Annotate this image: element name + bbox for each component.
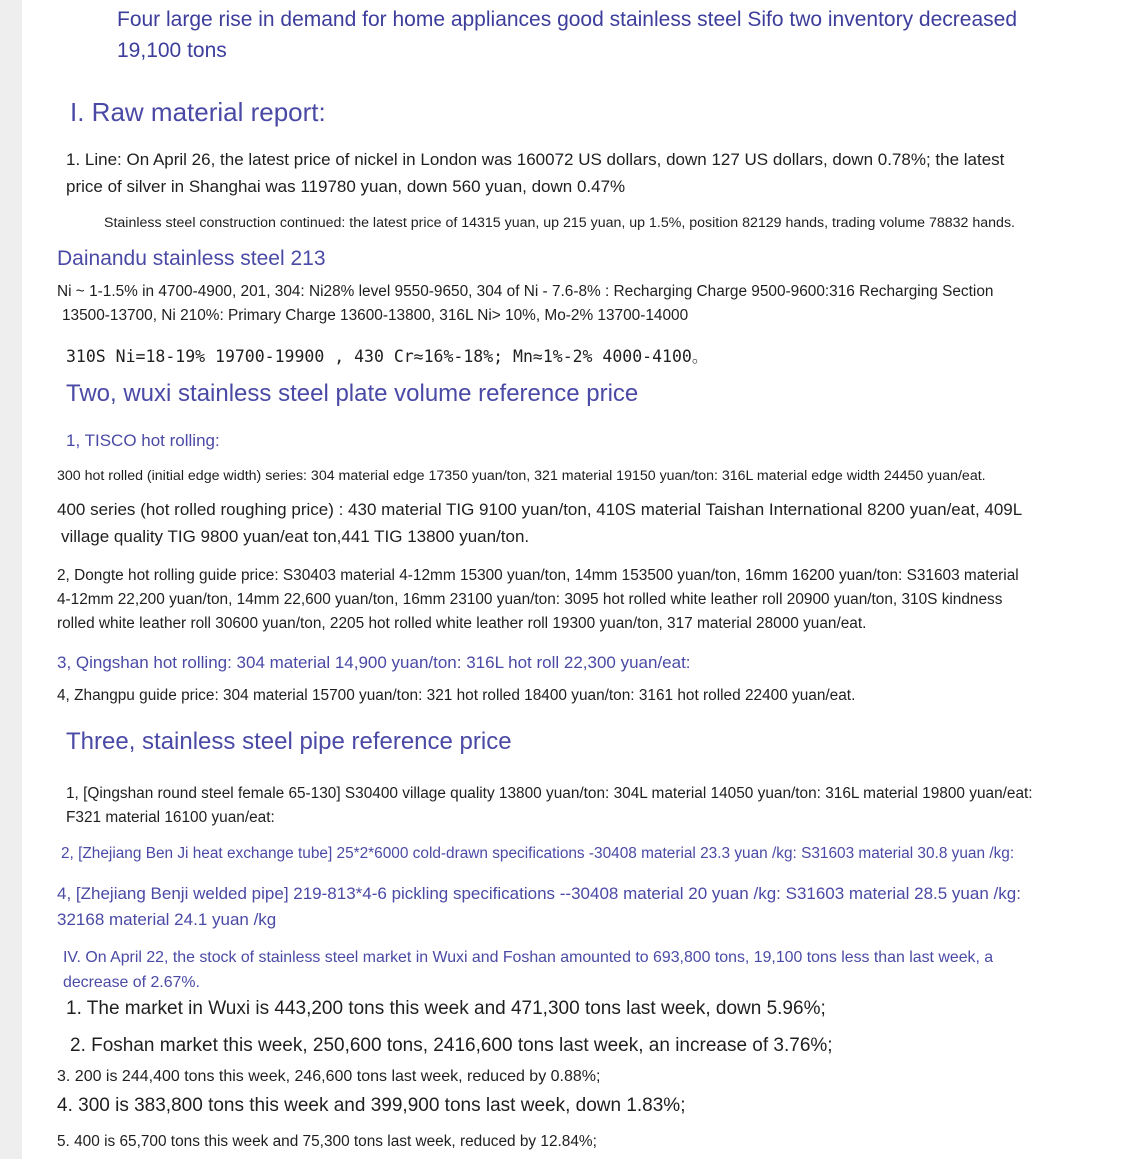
section-2-heading: Two, wuxi stainless steel plate volume reference price (66, 380, 639, 407)
section-1-item-1-line-1: 1. Line: On April 26, the latest price of nickel in London was 160072 US dollars, down 127 US dollars, down 0.78%; the latest (66, 150, 1005, 169)
stock-item-2: 2. Foshan market this week, 250,600 tons, 2416,600 tons last week, an increase of 3.76%; (70, 1035, 833, 1056)
pipe-item-4-line-1: 4, [Zhejiang Benji welded pipe] 219-813*4-6 pickling specifications --30408 material 20 yuan /kg: S31603 material 28.5 yuan /kg: (57, 884, 1021, 903)
section-3-heading: Three, stainless steel pipe reference price (66, 728, 512, 755)
left-gutter (0, 0, 22, 1159)
pipe-item-1-line-2: F321 material 16100 yuan/eat: (66, 809, 275, 826)
stock-item-5: 5. 400 is 65,700 tons this week and 75,300 tons last week, reduced by 12.84%; (57, 1133, 597, 1150)
section-1-item-1-line-2: price of silver in Shanghai was 119780 yuan, down 560 yuan, down 0.47% (66, 177, 626, 196)
hot-rolled-300-line: 300 hot rolled (initial edge width) series: 304 material edge 17350 yuan/ton, 321 material 19150 yuan/ton: 316L material edge width 24450 yuan/eat. (57, 468, 986, 484)
sub-heading-dainandu: Dainandu stainless steel 213 (57, 247, 326, 270)
dongte-line-3: rolled white leather roll 30600 yuan/ton, 2205 hot rolled white leather roll 19300 yuan/ton, 317 material 28000 yuan/eat. (57, 615, 867, 632)
stock-item-1: 1. The market in Wuxi is 443,200 tons this week and 471,300 tons last week, down 5.96%; (66, 998, 826, 1019)
pipe-item-4-line-2: 32168 material 24.1 yuan /kg (57, 910, 277, 929)
article-title-line-2: 19,100 tons (117, 39, 227, 62)
nickel-line-1: Ni ~ 1-1.5% in 4700-4900, 201, 304: Ni28% level 9550-9650, 304 of Ni - 7.6-8% : Recharging Charge 9500-9600:316 Recharging Section (57, 283, 994, 300)
qingshan-line: 3, Qingshan hot rolling: 304 material 14,900 yuan/ton: 316L hot roll 22,300 yuan/eat: (57, 653, 691, 672)
section-1-heading: I. Raw material report: (70, 97, 326, 127)
series-400-line-2: village quality TIG 9800 yuan/eat ton,441 TIG 13800 yuan/ton. (61, 527, 530, 546)
section-4-line-1: IV. On April 22, the stock of stainless steel market in Wuxi and Foshan amounted to 693,800 tons, 19,100 tons less than last week, a (63, 949, 994, 966)
pipe-item-1-line-1: 1, [Qingshan round steel female 65-130] S30400 village quality 13800 yuan/ton: 304L material 14050 yuan/ton: 316L material 19800 yuan/eat: (66, 785, 1033, 802)
zhangpu-line: 4, Zhangpu guide price: 304 material 15700 yuan/ton: 321 hot rolled 18400 yuan/ton: 3161 hot rolled 22400 yuan/eat. (57, 687, 856, 704)
stock-item-4: 4. 300 is 383,800 tons this week and 399,900 tons last week, down 1.83%; (57, 1095, 686, 1116)
article-title-line-1: Four large rise in demand for home appliances good stainless steel Sifo two inventory decreased (117, 8, 1017, 31)
stock-item-3: 3. 200 is 244,400 tons this week, 246,600 tons last week, reduced by 0.88%; (57, 1068, 601, 1085)
section-4-line-2: decrease of 2.67%. (63, 974, 200, 991)
tisco-label: 1, TISCO hot rolling: (66, 431, 220, 450)
nickel-line-2: 13500-13700, Ni 210%: Primary Charge 13600-13800, 316L Ni> 10%, Mo-2% 13700-14000 (62, 307, 689, 324)
series-400-line-1: 400 series (hot rolled roughing price) : 430 material TIG 9100 yuan/ton, 410S material Taishan International 8200 yuan/eat, 409L (57, 500, 1023, 519)
dongte-line-2: 4-12mm 22,200 yuan/ton, 14mm 22,600 yuan/ton, 16mm 23100 yuan/ton: 3095 hot rolled white leather roll 20900 yuan/ton, 310S kindness (57, 591, 1003, 608)
construction-line: Stainless steel construction continued: the latest price of 14315 yuan, up 215 yuan, up 1.5%, position 82129 hands, trading volume 78832 hands. (104, 215, 1015, 231)
pipe-item-2: 2, [Zhejiang Ben Ji heat exchange tube] 25*2*6000 cold-drawn specifications -30408 material 23.3 yuan /kg: S31603 material 30.8 yuan /kg: (61, 845, 1015, 862)
grade-310s-line: 310S Ni=18-19% 19700-19900 , 430 Cr≈16%-18%; Mn≈1%-2% 4000-4100。 (66, 347, 709, 366)
dongte-line-1: 2, Dongte hot rolling guide price: S30403 material 4-12mm 15300 yuan/ton, 14mm 153500 yuan/ton, 16mm 16200 yuan/ton: S31603 material (57, 567, 1019, 584)
